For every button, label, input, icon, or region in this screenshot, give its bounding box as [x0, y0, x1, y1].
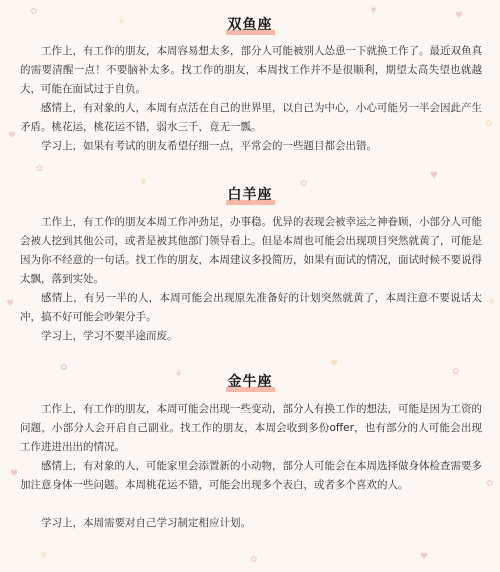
heart-icon: ♥: [8, 131, 17, 141]
heart-icon: ♥: [455, 11, 464, 21]
paragraph-work: 工作上，有工作的朋友本周工作冲劲足，办事稳。优异的表现会被幸运之神眷顾，小部分人可能会被人挖到其他公司，或者是被其他部门领导看上。但是本周也可能会出现项目突然就黄了，可能是因为你不经意的一句话。找工作的朋友，本周建议多投简历，如果有面试的情况，面试时候不要说得太飘，落到实处。: [20, 216, 482, 285]
paragraph-love: 感情上，有对象的人，本周有点活在自己的世界里，以自己为中心，小心可能另一半会因此产生矛盾。桃花运，桃花运不错，弱水三千，竟无一瓢。: [20, 102, 482, 133]
flower-icon: ✿: [486, 479, 494, 489]
leaf-icon: ❦: [488, 297, 496, 307]
heart-icon: ♥: [6, 299, 15, 309]
leaf-icon: ❦: [40, 551, 48, 561]
paragraph-study: 学习上，本周需要对自己学习制定相应计划。: [41, 517, 251, 529]
flower-icon: ✿: [452, 367, 460, 377]
flower-icon: ✿: [485, 119, 493, 129]
heart-icon: ♥: [430, 171, 439, 181]
flower-icon: ✿: [60, 363, 68, 373]
flower-icon: ✿: [36, 164, 44, 174]
section-title-pisces: 双鱼座: [0, 14, 500, 35]
paragraph-work: 工作上，有工作的朋友，本周可能会出现一些变动，部分人有换工作的想法，可能是因为工资的问题，小部分人会开启自己副业。找工作的朋友，本周会收到多份offer，也有部分的人可能会出现工作进进出出的情况。: [20, 403, 482, 453]
paragraph-study: 学习上，如果有考试的朋友希望仔细一点，平常会的一些题目都会出错。: [41, 140, 377, 152]
leaf-icon: ❦: [370, 5, 378, 15]
paragraph-love: 感情上，有对象的人，可能家里会添置新的小动物，部分人可能会在本周选择做身体检查需要多加注意身体一些问题。本周桃花运不错，可能会出现多个表白，或者多个喜欢的人。: [20, 460, 482, 491]
flower-icon: ✿: [250, 555, 258, 565]
leaf-icon: ❦: [118, 17, 126, 27]
section-title-taurus: 金牛座: [0, 371, 500, 392]
section-title-aries: 白羊座: [0, 184, 500, 205]
flower-icon: ✿: [300, 179, 308, 189]
flower-icon: ✿: [30, 7, 38, 17]
leaf-icon: ❦: [140, 177, 148, 187]
paragraph-study: 学习上，学习不要半途而废。: [41, 330, 178, 342]
heart-icon: ♥: [420, 552, 429, 562]
paragraph-love: 感情上，有另一半的人，本周可能会出现原先准备好的计划突然就黄了，本周注意不要说话太冲，搞不好可能会吵架分手。: [20, 292, 482, 323]
paragraph-work: 工作上，有工作的朋友，本周容易想太多，部分人可能被别人怂恿一下就换工作了。最近双鱼真的需要清醒一点！不要脑补太多。找工作的朋友，本周找工作并不是很顺利，期望太高失望也就越大，可能在面试过于自负。: [20, 45, 482, 95]
heart-icon: ♥: [330, 359, 339, 369]
leaf-icon: ❦: [175, 369, 183, 379]
heart-icon: ♥: [10, 469, 19, 479]
